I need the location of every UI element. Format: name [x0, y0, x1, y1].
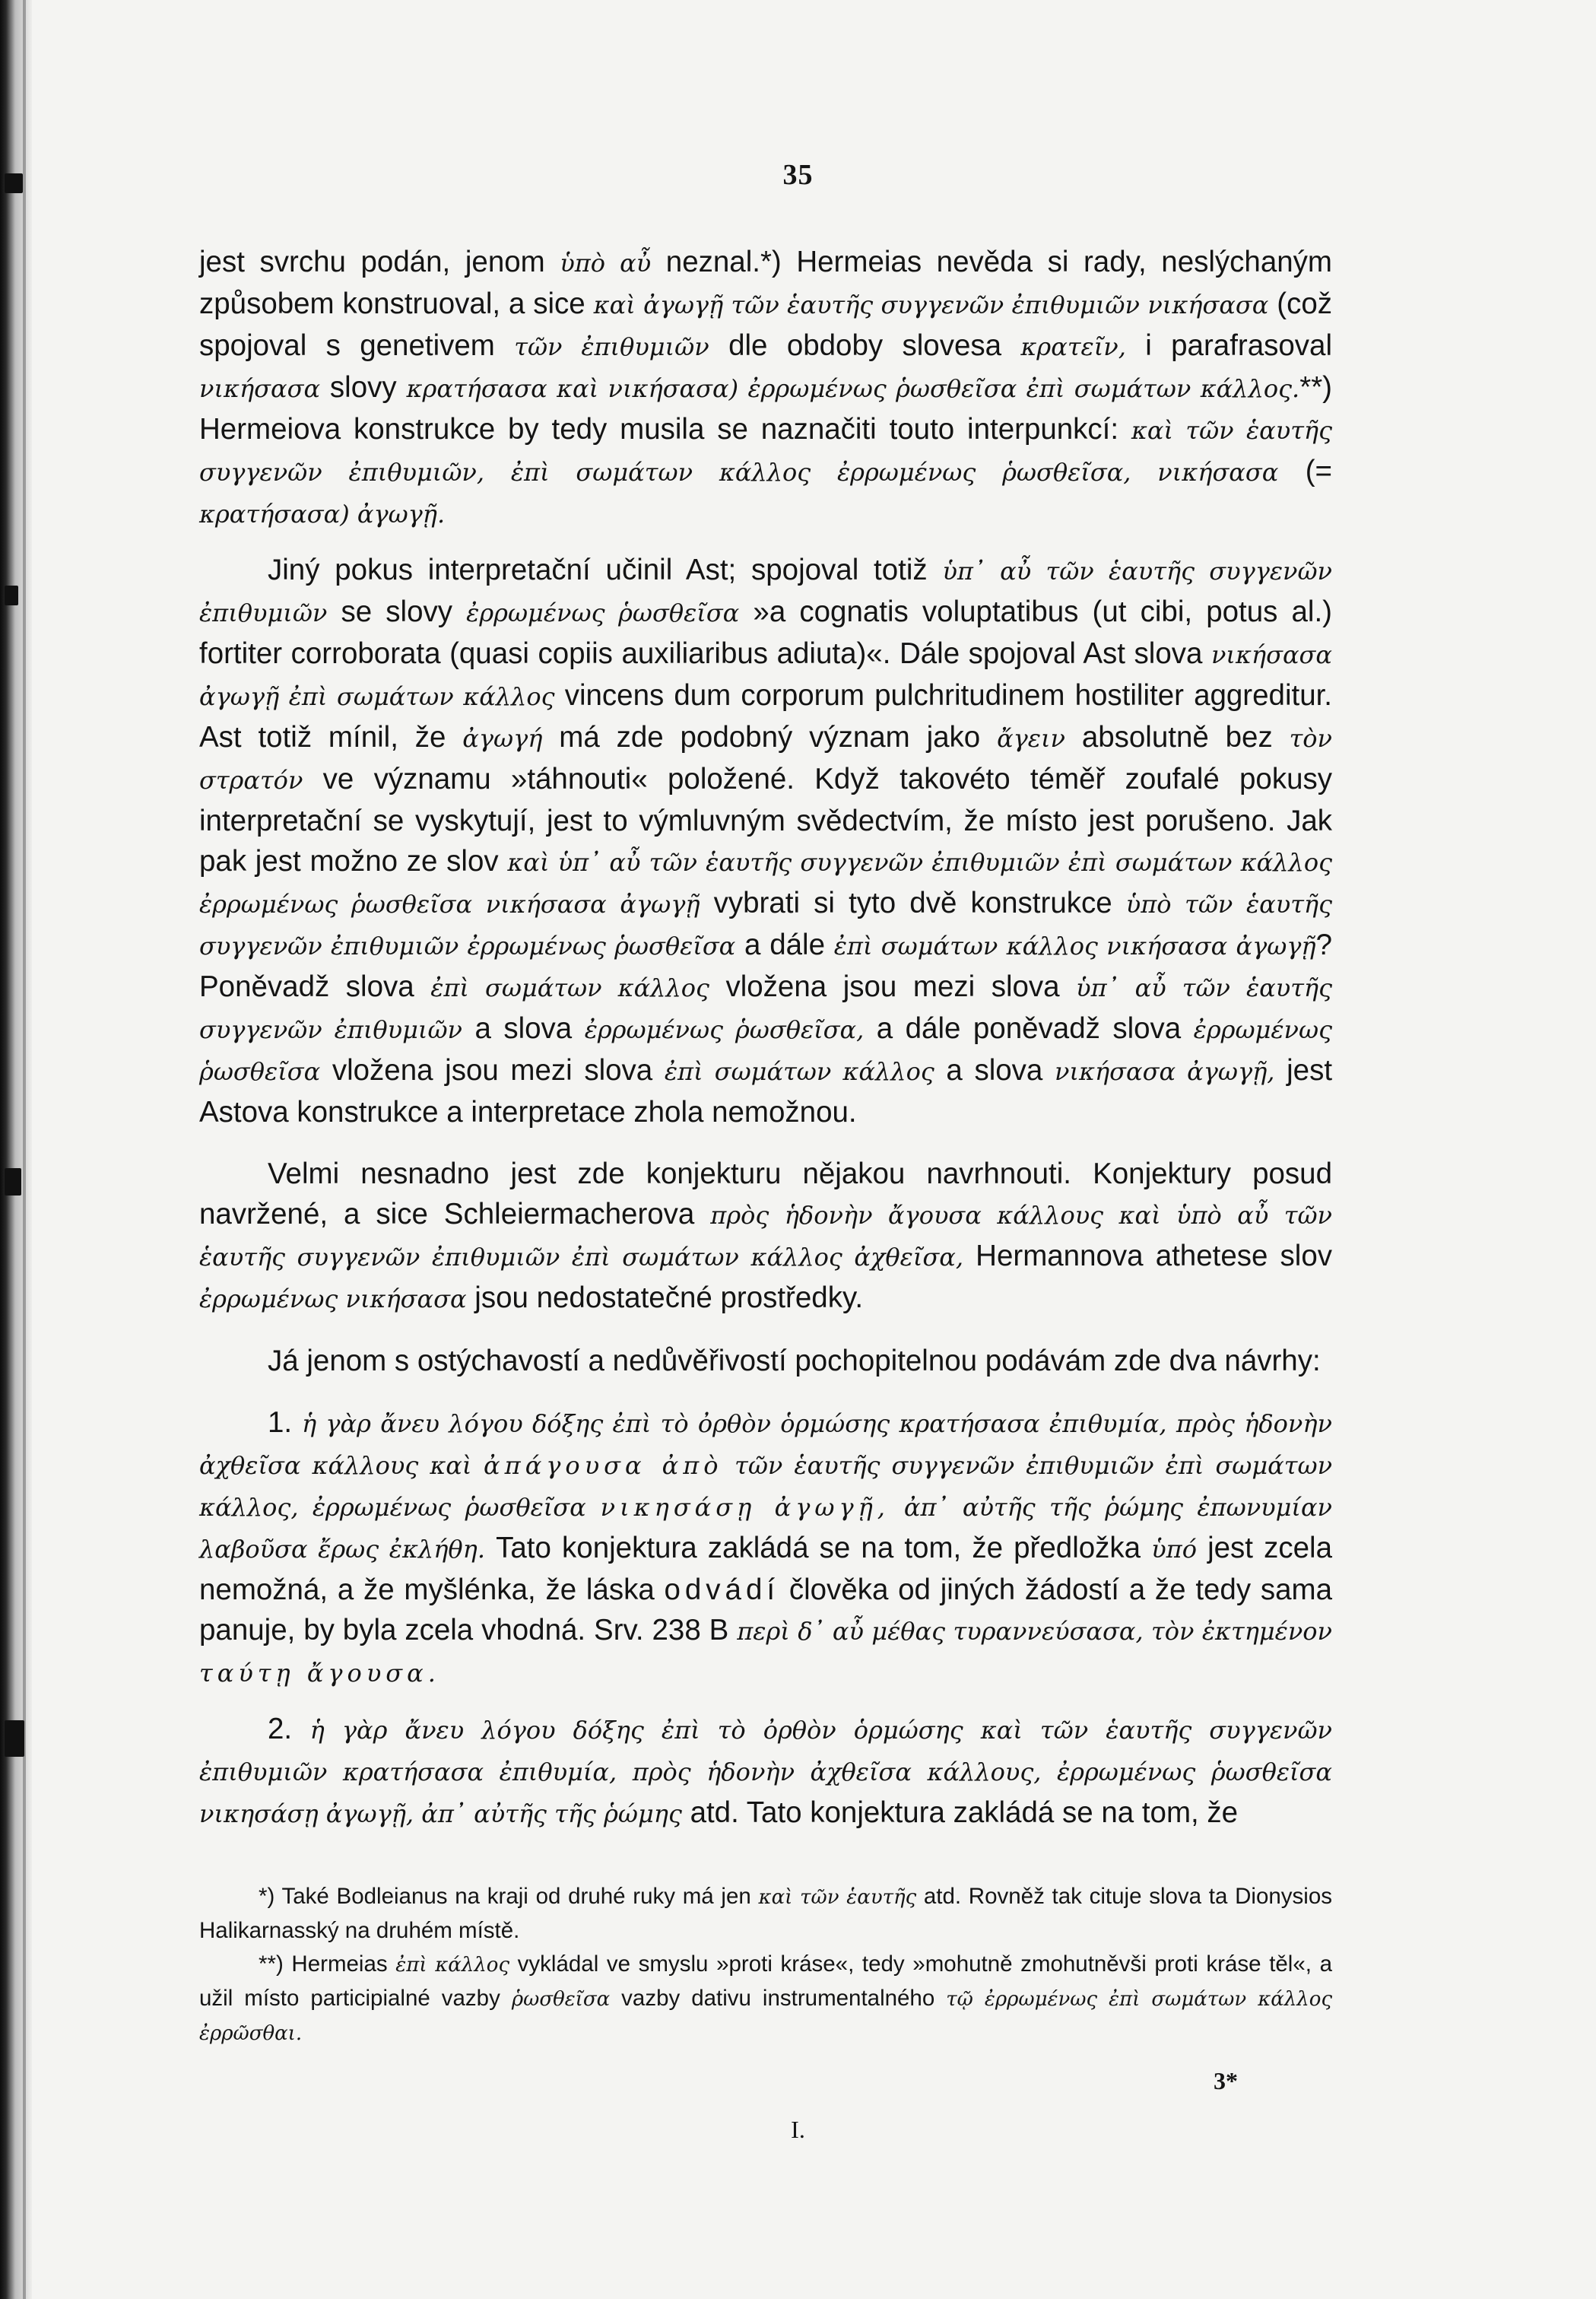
greek-phrase: νικήσασα: [199, 374, 321, 403]
text-segment: atd. Rovněž tak cituje slova ta Dionysios Halikarnasský na druhém místě.: [199, 1884, 1333, 1943]
scan-mark: [5, 1720, 24, 1757]
paragraph-ast: [199, 550, 1332, 1132]
greek-phrase: καὶ τῶν ἑαυτῆς: [758, 1886, 917, 1909]
greek-phrase: ἐπὶ σωμάτων κάλλος: [430, 973, 709, 1002]
greek-phrase: ἄγειν: [997, 724, 1065, 753]
greek-phrase: ἐρρωμένως νικήσασα: [199, 1284, 467, 1313]
greek-phrase: ἐρρωμένως ῥωσθεῖσα: [199, 1015, 1332, 1086]
paragraph-konjektury: [199, 1154, 1332, 1319]
page-number: 35: [782, 159, 814, 191]
text-segment: se slovy: [327, 595, 467, 628]
text-segment: neznal.*) Hermeias nevěda si rady, neslýchaným způsobem konstruoval, a sice: [199, 246, 1332, 320]
footnote-1: [199, 1880, 1332, 1948]
greek-phrase: ἐπὶ κάλλος: [395, 1954, 510, 1977]
greek-phrase: ἐπὶ σωμάτων κάλλος νικήσασα ἀγωγῇ: [833, 932, 1316, 961]
proposal-1: [199, 1402, 1332, 1694]
greek-phrase: ἐρρωμένως ῥωσθεῖσα,: [584, 1015, 865, 1044]
text-segment: vykládal ve smyslu »proti kráse«, tedy »mohutně zmohutněvši proti kráse těl«, a užil místo participialné vazby: [199, 1951, 1333, 2011]
text-segment: slovy: [320, 371, 407, 404]
scan-edge: [0, 0, 32, 2299]
text-segment: ? Poněvadž slova: [199, 929, 1333, 1003]
greek-phrase: τῷ ἐρρωμένως ἐπὶ σωμάτων κάλλος ἐρρῶσθαι.: [199, 1988, 1332, 2045]
text-segment: **) Hermeiova konstrukce by tedy musila se naznačiti touto interpunkcí:: [199, 371, 1333, 446]
greek-phrase: καὶ τῶν ἑαυτῆς συγγενῶν ἐπιθυμιῶν, ἐπὶ σωμάτων κάλλος ἐρρωμένως ῥωσθεῖσα, νικήσασα: [199, 416, 1332, 487]
greek-phrase: ὑπό: [1151, 1535, 1197, 1564]
greek-phrase: νικήσασα ἀγωγῇ ἐπὶ σωμάτων κάλλος: [199, 640, 1332, 711]
text-segment: člověka od jiných žádostí a že tedy sama panuje, by byla zcela vhodná. Srv. 238 B: [199, 1573, 1332, 1646]
text-segment: (což spojoval s genetivem: [199, 287, 1332, 362]
text-segment: atd. Tato konjektura zakládá se na tom, že: [681, 1796, 1239, 1829]
greek-phrase: νικήσασα ἀγωγῇ,: [1054, 1057, 1275, 1086]
scan-edge-line: [23, 0, 26, 2299]
text-segment: a dále: [735, 929, 834, 961]
greek-phrase: ὑπὸ αὖ: [560, 249, 652, 278]
proposal-2: [199, 1709, 1332, 1834]
greek-phrase: τῶν ἑαυτῆς συγγενῶν ἐπιθυμιῶν ἐπὶ σωμάτων κάλλος, ἐρρωμένως ῥωσθεῖσα: [199, 1451, 1333, 1522]
sheet-mark: I.: [791, 2116, 805, 2143]
text-segment: a slova: [462, 1012, 585, 1045]
signature-mark: 3*: [1214, 2067, 1238, 2094]
proposal-number: 1.: [268, 1406, 293, 1439]
text-segment: absolutně bez: [1065, 721, 1290, 754]
greek-phrase: κρατήσασα καὶ νικήσασα) ἐρρωμένως ῥωσθεῖσα ἐπὶ σωμάτων κάλλος.: [406, 374, 1300, 403]
text-segment: má zde podobný význam jako: [542, 721, 998, 754]
text-segment: *) Také Bodleianus na kraji od druhé ruky má jen: [259, 1884, 759, 1909]
greek-phrase: κρατήσασα) ἀγωγῇ.: [199, 500, 446, 529]
text-segment: vincens dum corporum pulchritudinem hostiliter aggreditur. Ast totiž mínil, že: [199, 679, 1333, 754]
text-segment: **) Hermeias: [259, 1951, 396, 1977]
text-segment: ve významu »táhnouti« položené. Když takovéto téměř zoufalé pokusy interpretační se vyskytují, jest to výmluvným svědectvím, že místo jest porušeno. Jak pak jest možno ze slov: [199, 763, 1332, 878]
paragraph-navrhy: [199, 1341, 1332, 1381]
text-segment: (=: [1278, 455, 1332, 487]
greek-phrase: ἀγωγή: [462, 724, 543, 753]
greek-phrase: τὸν στρατόν: [199, 724, 1332, 795]
text-segment: Jiný pokus interpretační učinil Ast; spojoval totiž: [268, 554, 943, 586]
text-segment: Hermannova athetese slov: [963, 1240, 1332, 1272]
body-text: [199, 242, 1332, 1834]
greek-phrase-spaced: ταύτῃ ἄγουσα.: [199, 1659, 440, 1688]
text-segment: jsou nedostatečné prostředky.: [466, 1281, 864, 1314]
greek-phrase-spaced: ἀπάγουσα ἀπὸ: [484, 1451, 723, 1480]
text-segment: vazby dativu instrumentalného: [610, 1986, 947, 2011]
greek-phrase: τῶν ἐπιθυμιῶν: [514, 332, 709, 361]
greek-phrase: ὑπ᾽ αὖ τῶν ἑαυτῆς συγγενῶν ἐπιθυμιῶν: [199, 973, 1332, 1044]
footnotes: [199, 1880, 1332, 2050]
greek-phrase: ἡ γὰρ ἄνευ λόγου δόξης ἐπὶ τὸ ὀρθὸν ὁρμώσης κρατήσασα ἐπιθυμία, πρὸς ἡδονὴν ἀχθεῖσα κάλλους καὶ: [199, 1409, 1333, 1480]
greek-phrase: ἡ γὰρ ἄνευ λόγου δόξης ἐπὶ τὸ ὀρθὸν ὁρμώσης καὶ τῶν ἑαυτῆς συγγενῶν ἐπιθυμιῶν κρατήσασα ἐπιθυμία, πρὸς ἡδονὴν ἀχθεῖσα κάλλους, ἐρρωμένως ῥωσθεῖσα νικησάσῃ ἀγωγῇ, ἀπ᾽ αὐτῆς τῆς ῥώμης: [199, 1716, 1332, 1828]
text-segment: dle obdoby slovesa: [709, 329, 1021, 362]
text-segment: jest Astova konstrukce a interpretace zhola nemožnou.: [199, 1054, 1333, 1129]
text-segment: Já jenom s ostýchavostí a nedůvěřivostí pochopitelnou podávám zde dva návrhy:: [268, 1345, 1321, 1377]
text-segment: »a cognatis voluptatibus (ut cibi, potus al.) fortiter corroborata (quasi copiis auxiliaribus adiuta)«. Dále spojoval Ast slova: [199, 595, 1333, 670]
text-segment: jest svrchu podán, jenom: [199, 246, 560, 278]
text-segment: vložena jsou mezi slova: [320, 1054, 665, 1087]
footnote-2: [199, 1948, 1332, 2050]
greek-phrase: πρὸς ἡδονὴν ἄγουσα κάλλους καὶ ὑπὸ αὖ τῶν ἑαυτῆς συγγενῶν ἐπιθυμιῶν ἐπὶ σωμάτων κάλλος ἀχθεῖσα,: [199, 1201, 1332, 1272]
text-segment: vložena jsou mezi slova: [709, 970, 1077, 1003]
greek-phrase: ὑπὸ τῶν ἑαυτῆς συγγενῶν ἐπιθυμιῶν ἐρρωμένως ῥωσθεῖσα: [199, 890, 1333, 961]
text-segment: i parafrasoval: [1125, 329, 1333, 362]
text-segment: vybrati si tyto dvě konstrukce: [700, 887, 1126, 919]
greek-phrase: ἐπὶ σωμάτων κάλλος: [664, 1057, 934, 1086]
greek-phrase: κρατεῖν,: [1020, 332, 1126, 361]
text-segment: a dále poněvadž slova: [864, 1012, 1194, 1045]
greek-phrase: περὶ δ᾽ αὖ μέθας τυραννεύσασα, τὸν ἐκτημένον: [737, 1617, 1333, 1646]
emphasized-word: odvádí: [664, 1573, 780, 1606]
text-segment: Tato konjektura zakládá se na tom, že předložka: [485, 1532, 1152, 1564]
proposal-number: 2.: [268, 1713, 293, 1745]
greek-phrase: ῥωσθεῖσα: [511, 1988, 611, 2011]
text-segment: jest zcela nemožná, a že myšlénka, že láska: [199, 1532, 1333, 1606]
paragraph-hermeias: [199, 242, 1332, 535]
greek-phrase: καὶ ἀγωγῇ τῶν ἑαυτῆς συγγενῶν ἐπιθυμιῶν νικήσασα: [593, 291, 1269, 319]
scan-mark: [5, 586, 18, 605]
greek-phrase: ἐρρωμένως ῥωσθεῖσα: [466, 599, 740, 627]
text-segment: Velmi nesnadno jest zde konjekturu nějakou navrhnouti. Konjektury posud navržené, a sice Schleiermacherova: [199, 1157, 1332, 1230]
greek-phrase-spaced: νικησάσῃ ἀγωγῇ,: [600, 1493, 890, 1522]
scan-mark: [5, 1168, 21, 1196]
greek-phrase: ὑπ᾽ αὖ τῶν ἑαυτῆς συγγενῶν ἐπιθυμιῶν: [199, 557, 1332, 627]
text-segment: a slova: [934, 1054, 1055, 1087]
greek-phrase: καὶ ὑπ᾽ αὖ τῶν ἑαυτῆς συγγενῶν ἐπιθυμιῶν ἐπὶ σωμάτων κάλλος ἐρρωμένως ῥωσθεῖσα νικήσασα ἀγωγῇ: [199, 848, 1333, 919]
greek-phrase: ἀπ᾽ αὐτῆς τῆς ῥώμης ἐπωνυμίαν λαβοῦσα ἔρως ἐκλήθη.: [199, 1493, 1333, 1564]
